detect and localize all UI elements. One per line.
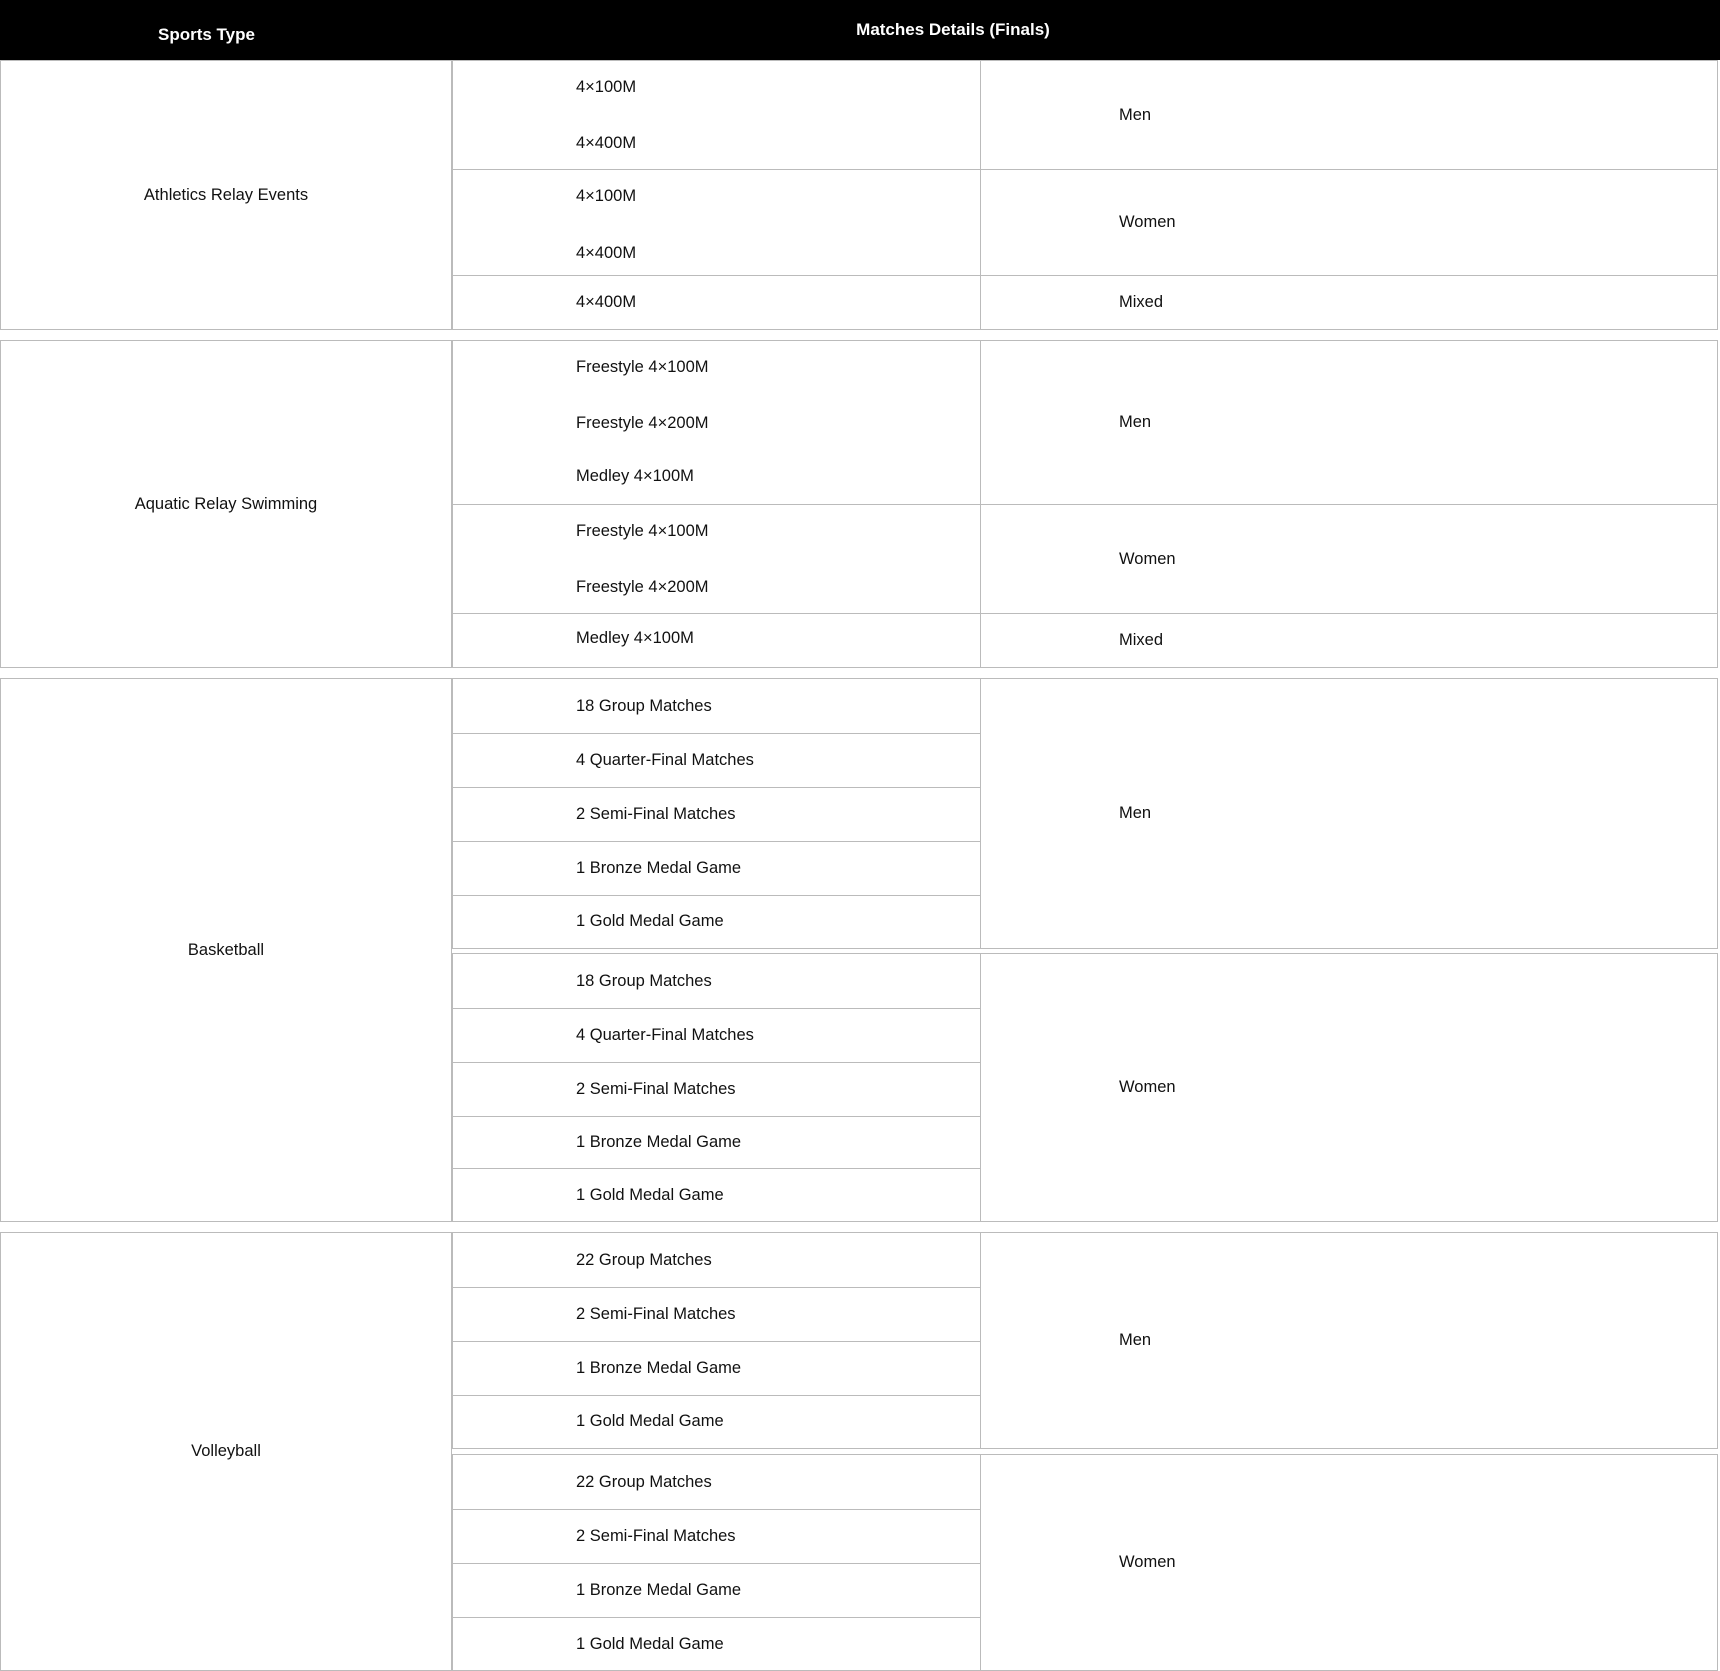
- gender-label: Women: [980, 953, 1718, 1222]
- gender-label: Women: [980, 169, 1718, 276]
- gender-label: Mixed: [980, 613, 1718, 668]
- division-men: [452, 340, 1718, 505]
- event-list: [452, 953, 981, 1222]
- sport-group-basketball: [0, 678, 1718, 1222]
- sport-group-aquatic: [0, 340, 1718, 668]
- event-item: 4×400M: [576, 134, 637, 152]
- gender-label: Men: [980, 678, 1718, 949]
- event-item: 4×100M: [576, 78, 637, 96]
- event-item: Medley 4×100M: [576, 467, 694, 485]
- sport-name: Volleyball: [0, 1232, 452, 1671]
- division-mixed: [452, 613, 1718, 668]
- event-list: [452, 504, 981, 614]
- event-item: Medley 4×100M: [576, 629, 694, 647]
- event-list: [452, 340, 981, 505]
- division-mixed: [452, 275, 1718, 330]
- event-row: 2 Semi-Final Matches: [453, 787, 980, 842]
- division-women: [452, 953, 1718, 1222]
- gender-label: Men: [980, 60, 1718, 170]
- event-row: 1 Bronze Medal Game: [453, 1341, 980, 1396]
- event-row: 1 Gold Medal Game: [576, 912, 724, 930]
- event-item: 4×100M: [576, 187, 637, 205]
- event-list: [452, 678, 981, 949]
- event-item: 4×400M: [576, 293, 637, 311]
- event-list: [452, 169, 981, 276]
- sports-type-header: Sports Type: [158, 25, 255, 44]
- event-list: [452, 613, 981, 668]
- event-row: 1 Gold Medal Game: [576, 1412, 724, 1430]
- event-row: 2 Semi-Final Matches: [453, 1287, 980, 1342]
- division-women: [452, 504, 1718, 614]
- event-row: 1 Bronze Medal Game: [453, 1563, 980, 1618]
- division-women: [452, 169, 1718, 276]
- event-item: Freestyle 4×200M: [576, 578, 709, 596]
- event-list: [452, 1454, 981, 1671]
- sport-name: Basketball: [0, 678, 452, 1222]
- event-row: 18 Group Matches: [453, 954, 980, 1009]
- gender-label: Men: [980, 340, 1718, 505]
- event-list: [452, 1232, 981, 1449]
- event-row: 2 Semi-Final Matches: [453, 1062, 980, 1117]
- division-men: [452, 1232, 1718, 1449]
- division-men: [452, 60, 1718, 170]
- event-item: Freestyle 4×200M: [576, 414, 709, 432]
- event-item: Freestyle 4×100M: [576, 358, 709, 376]
- event-row: 1 Gold Medal Game: [576, 1185, 724, 1204]
- event-list: [452, 275, 981, 330]
- event-row: 2 Semi-Final Matches: [453, 1509, 980, 1564]
- event-row: 1 Gold Medal Game: [576, 1634, 724, 1653]
- event-row: 22 Group Matches: [453, 1233, 980, 1288]
- sport-group-volleyball: [0, 1232, 1718, 1671]
- sport-name: Athletics Relay Events: [0, 60, 452, 330]
- event-row: 1 Bronze Medal Game: [453, 1116, 980, 1169]
- event-item: Freestyle 4×100M: [576, 522, 709, 540]
- gender-label: Mixed: [980, 275, 1718, 330]
- event-row: 22 Group Matches: [453, 1455, 980, 1510]
- sport-group-athletics: [0, 60, 1718, 330]
- event-row: 1 Bronze Medal Game: [453, 841, 980, 896]
- matches-details-header: Matches Details (Finals): [856, 20, 1050, 39]
- gender-label: Men: [980, 1232, 1718, 1449]
- division-women: [452, 1454, 1718, 1671]
- sport-name: Aquatic Relay Swimming: [0, 340, 452, 668]
- gender-label: Women: [980, 504, 1718, 614]
- event-row: 18 Group Matches: [453, 679, 980, 734]
- event-row: 4 Quarter-Final Matches: [453, 1008, 980, 1063]
- event-row: 4 Quarter-Final Matches: [453, 733, 980, 788]
- gender-label: Women: [980, 1454, 1718, 1671]
- event-item: 4×400M: [576, 244, 637, 262]
- event-list: [452, 60, 981, 170]
- table-header: [0, 0, 1720, 60]
- division-men: [452, 678, 1718, 949]
